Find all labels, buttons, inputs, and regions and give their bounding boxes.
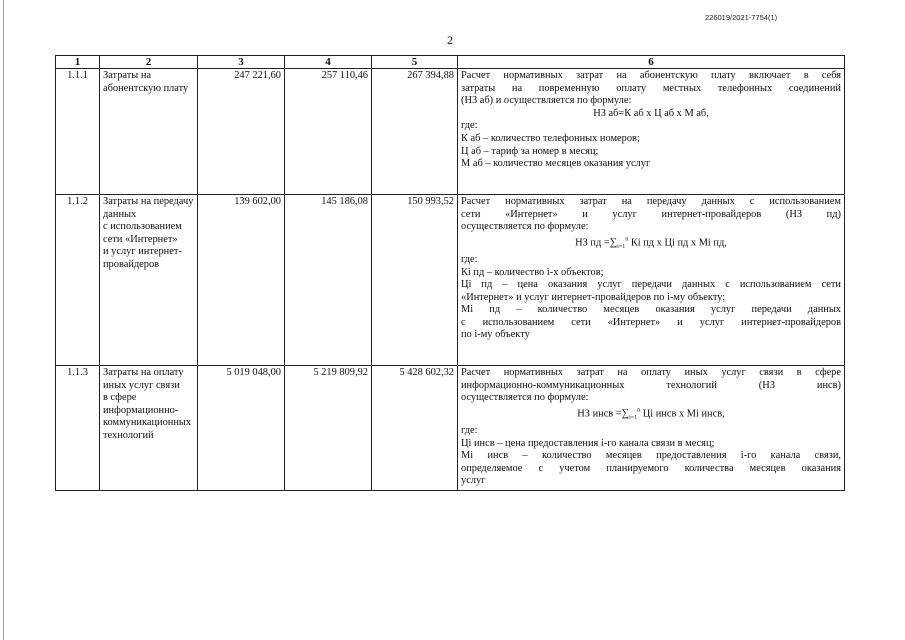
row-description	[458, 366, 845, 491]
row-name-line: с использованием	[103, 221, 182, 233]
column-header: 5	[372, 56, 458, 69]
desc-line: Ц аб – тариф за номер в месяц;	[461, 145, 599, 157]
desc-line: сети «Интернет» и услуг интернет-провайдеров (НЗ пд)	[461, 208, 841, 220]
desc-line: информационно-коммуникационных технологий (НЗ инсв)	[461, 379, 841, 391]
formula	[461, 234, 841, 254]
value-year-2: 5 219 809,92	[285, 366, 372, 491]
row-description	[458, 195, 845, 366]
row-name-line: провайдеров	[103, 258, 160, 270]
desc-line: затраты на повременную оплату местных телефонных соединений	[461, 82, 841, 94]
desc-line: услуг	[461, 475, 486, 487]
desc-line: осуществляется по формуле:	[461, 221, 589, 233]
desc-line: Мi инсв – количество месяцев предоставления i-го канала связи,	[461, 450, 841, 462]
desc-line: с использованием сети «Интернет» и услуг интернет-провайдеров	[461, 316, 841, 328]
desc-line: Кi пд – количество i-х объектов;	[461, 266, 604, 278]
formula-lhs: НЗ инсв =	[577, 408, 622, 420]
desc-line: Мi пд – количество месяцев оказания услуг передачи данных	[461, 304, 841, 316]
value-year-1: 247 221,60	[198, 69, 285, 195]
row-name	[100, 366, 198, 491]
row-code: 1.1.2	[56, 195, 100, 366]
formula-rhs: Кi пд х Цi пд х Мi пд,	[628, 237, 727, 249]
row-description	[458, 69, 845, 195]
row-code: 1.1.1	[56, 69, 100, 195]
row-name-line: информационно-	[103, 404, 179, 416]
value-year-2: 257 110,46	[285, 69, 372, 195]
desc-line: определяемое с учетом планируемого количества месяцев оказания	[461, 462, 841, 474]
header-row	[56, 56, 845, 69]
formula: НЗ аб=К аб х Ц аб х М аб,	[593, 107, 709, 119]
value-year-2: 145 186,08	[285, 195, 372, 366]
value-year-3: 150 993,52	[372, 195, 458, 366]
row-name-line: Затраты на передачу	[103, 196, 194, 207]
desc-line: «Интернет» и услуг интернет-провайдеров по i-му объекту;	[461, 291, 726, 303]
table-row	[56, 366, 845, 491]
row-name-line: иных услуг связи	[103, 379, 180, 391]
table-row	[56, 195, 845, 366]
desc-line: по i-му объекту	[461, 329, 530, 341]
row-name-line: технологий	[103, 429, 154, 441]
desc-line: осуществляется по формуле:	[461, 392, 589, 404]
column-header: 3	[198, 56, 285, 69]
desc-line: (НЗ аб) и осуществляется по формуле:	[461, 95, 632, 107]
row-name: Затраты на абонентскую плату	[100, 69, 198, 195]
column-header: 6	[458, 56, 845, 69]
sum-symbol: $\sum_{i=1}^n$	[609, 236, 629, 251]
desc-line: Цi пд – цена оказания услуг передачи данных с использованием сети	[461, 279, 841, 291]
row-name-line: сети «Интернет»	[103, 233, 178, 245]
value-year-1: 5 019 048,00	[198, 366, 285, 491]
desc-line: Расчет нормативных затрат на передачу данных с использованием	[461, 196, 841, 207]
column-header: 2	[100, 56, 198, 69]
formula-rhs: Цi инсв х Мi инсв,	[640, 408, 725, 420]
sum-symbol: $\sum_{i=1}^n$	[621, 407, 641, 422]
row-name-line: коммуникационных	[103, 417, 192, 429]
desc-line: Расчет нормативных затрат на оплату иных услуг связи в сфере	[461, 367, 841, 378]
column-header: 4	[285, 56, 372, 69]
page-number: 2	[447, 33, 453, 47]
table-row	[56, 69, 845, 195]
row-code: 1.1.3	[56, 366, 100, 491]
formula	[461, 405, 841, 425]
value-year-3: 5 428 602,32	[372, 366, 458, 491]
cost-table	[55, 55, 845, 491]
row-name-line: Затраты на оплату	[103, 367, 184, 378]
desc-line: Цi инсв – цена предоставления i-го канала связи в месяц;	[461, 437, 715, 449]
desc-line: М аб – количество месяцев оказания услуг	[461, 158, 651, 170]
document-number: 226019/2021-7754(1)	[705, 13, 778, 22]
value-year-1: 139 602,00	[198, 195, 285, 366]
row-name-line: и услуг интернет-	[103, 246, 182, 258]
desc-where: где:	[461, 253, 478, 265]
row-name-line: в сфере	[103, 392, 137, 404]
desc-where: где:	[461, 120, 478, 132]
formula-lhs: НЗ пд =	[575, 237, 610, 249]
scan-edge-line	[3, 0, 4, 640]
row-name-line: данных	[103, 208, 137, 220]
desc-line: Расчет нормативных затрат на абонентскую плату включает в себя	[461, 70, 841, 81]
column-header: 1	[56, 56, 100, 69]
row-name	[100, 195, 198, 366]
desc-where: где:	[461, 424, 478, 436]
desc-line: К аб – количество телефонных номеров;	[461, 132, 640, 144]
value-year-3: 267 394,88	[372, 69, 458, 195]
